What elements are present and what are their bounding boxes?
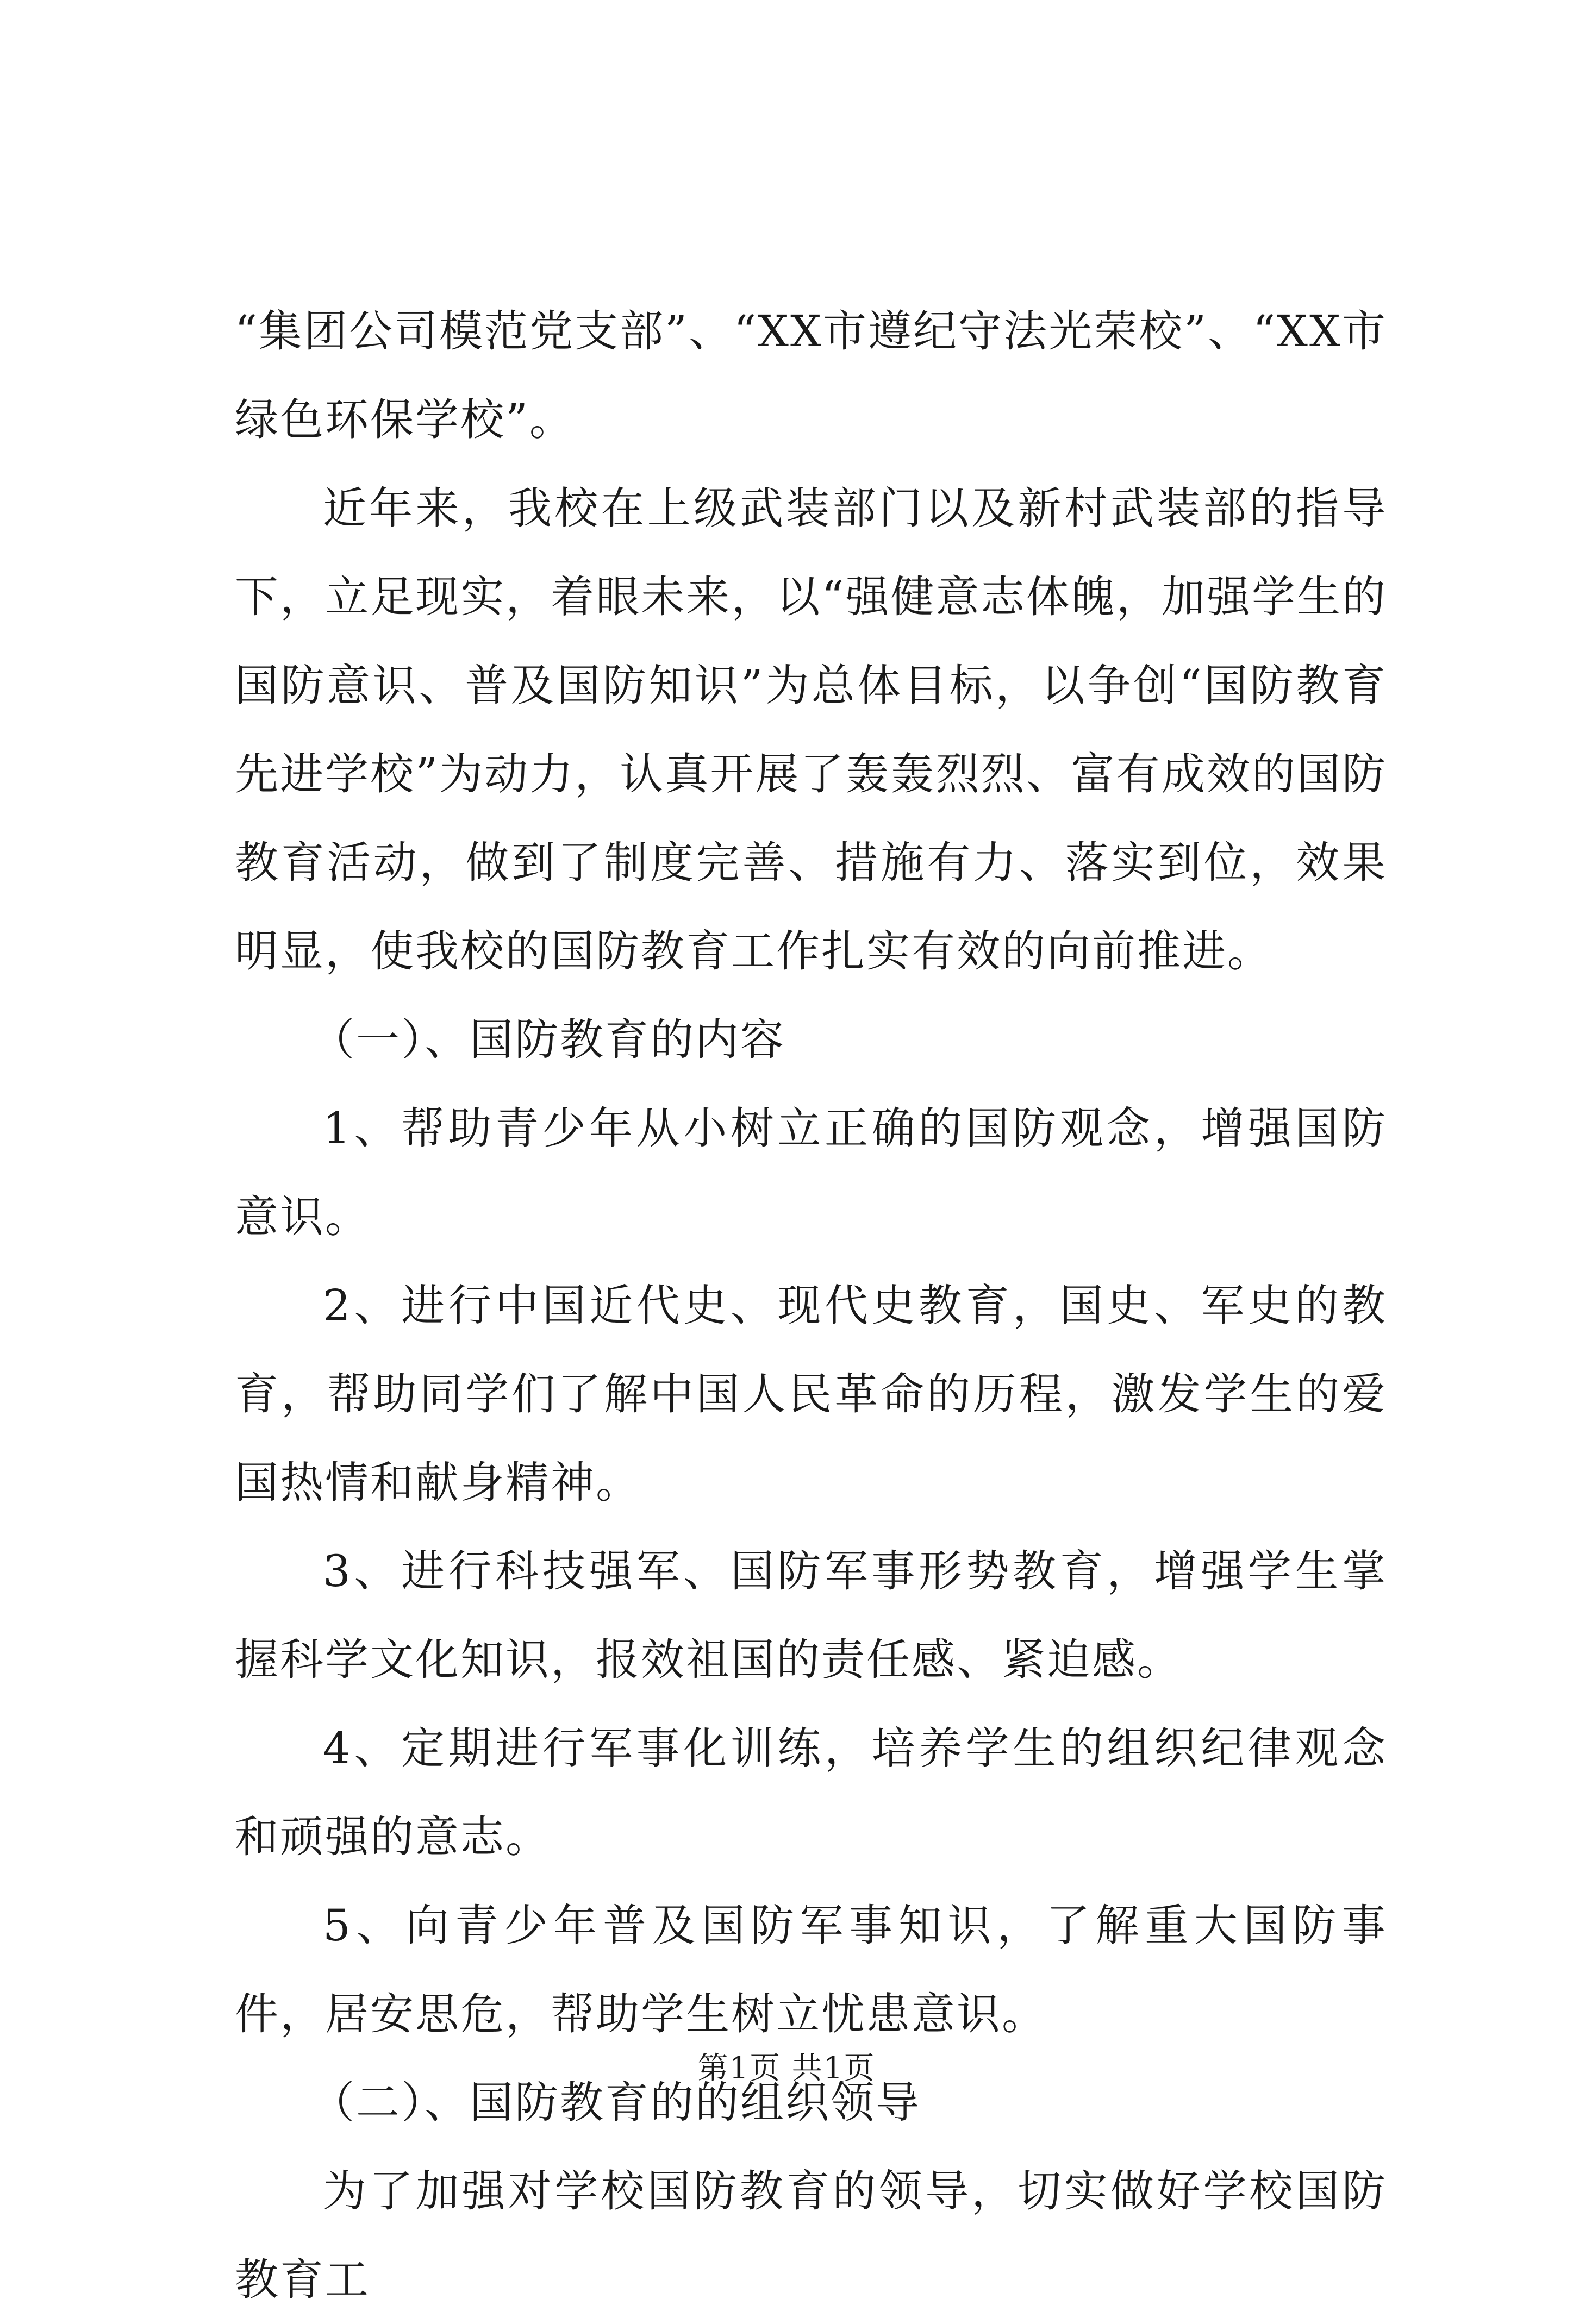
paragraph-intro: 近年来，我校在上级武装部门以及新村武装部的指导下，立足现实，着眼未来，以“强健意志体魄，加强学生的国防意识、普及国防知识”为总体目标，以争创“国防教育先进学校”为动力，认真开展了轰轰烈烈、富有成效的国防教育活动，做到了制度完善、措施有力、落实到位，效果明显，使我校的国防教育工作扎实有效的向前推进。: [235, 483, 1387, 976]
list-item-3: 3、进行科技强军、国防军事形势教育，增强学生掌握科学文化知识，报效祖国的责任感、紧迫感。: [235, 1546, 1387, 1685]
paragraph-honors: “集团公司模范党支部”、“XX市遵纪守法光荣校”、“XX市绿色环保学校”。: [235, 306, 1387, 445]
list-item-4: 4、定期进行军事化训练，培养学生的组织纪律观念和顽强的意志。: [235, 1723, 1387, 1862]
paragraph-leadership: 为了加强对学校国防教育的领导，切实做好学校国防教育工: [235, 2166, 1387, 2305]
section-heading-content: （一）、国防教育的内容: [311, 1014, 785, 1065]
document-body: [235, 287, 1387, 2324]
list-item-5: 5、向青少年普及国防军事知识，了解重大国防事件，居安思危，帮助学生树立忧患意识。: [235, 1900, 1387, 2039]
page-number-footer: 第1页 共1页: [697, 2051, 876, 2086]
list-item-2: 2、进行中国近代史、现代史教育，国史、军史的教育，帮助同学们了解中国人民革命的历程，激发学生的爱国热情和献身精神。: [235, 1280, 1387, 1508]
section-heading-leadership: （二）、国防教育的的组织领导: [311, 2077, 921, 2128]
list-item-1: 1、帮助青少年从小树立正确的国防观念，增强国防意识。: [235, 1103, 1387, 1242]
